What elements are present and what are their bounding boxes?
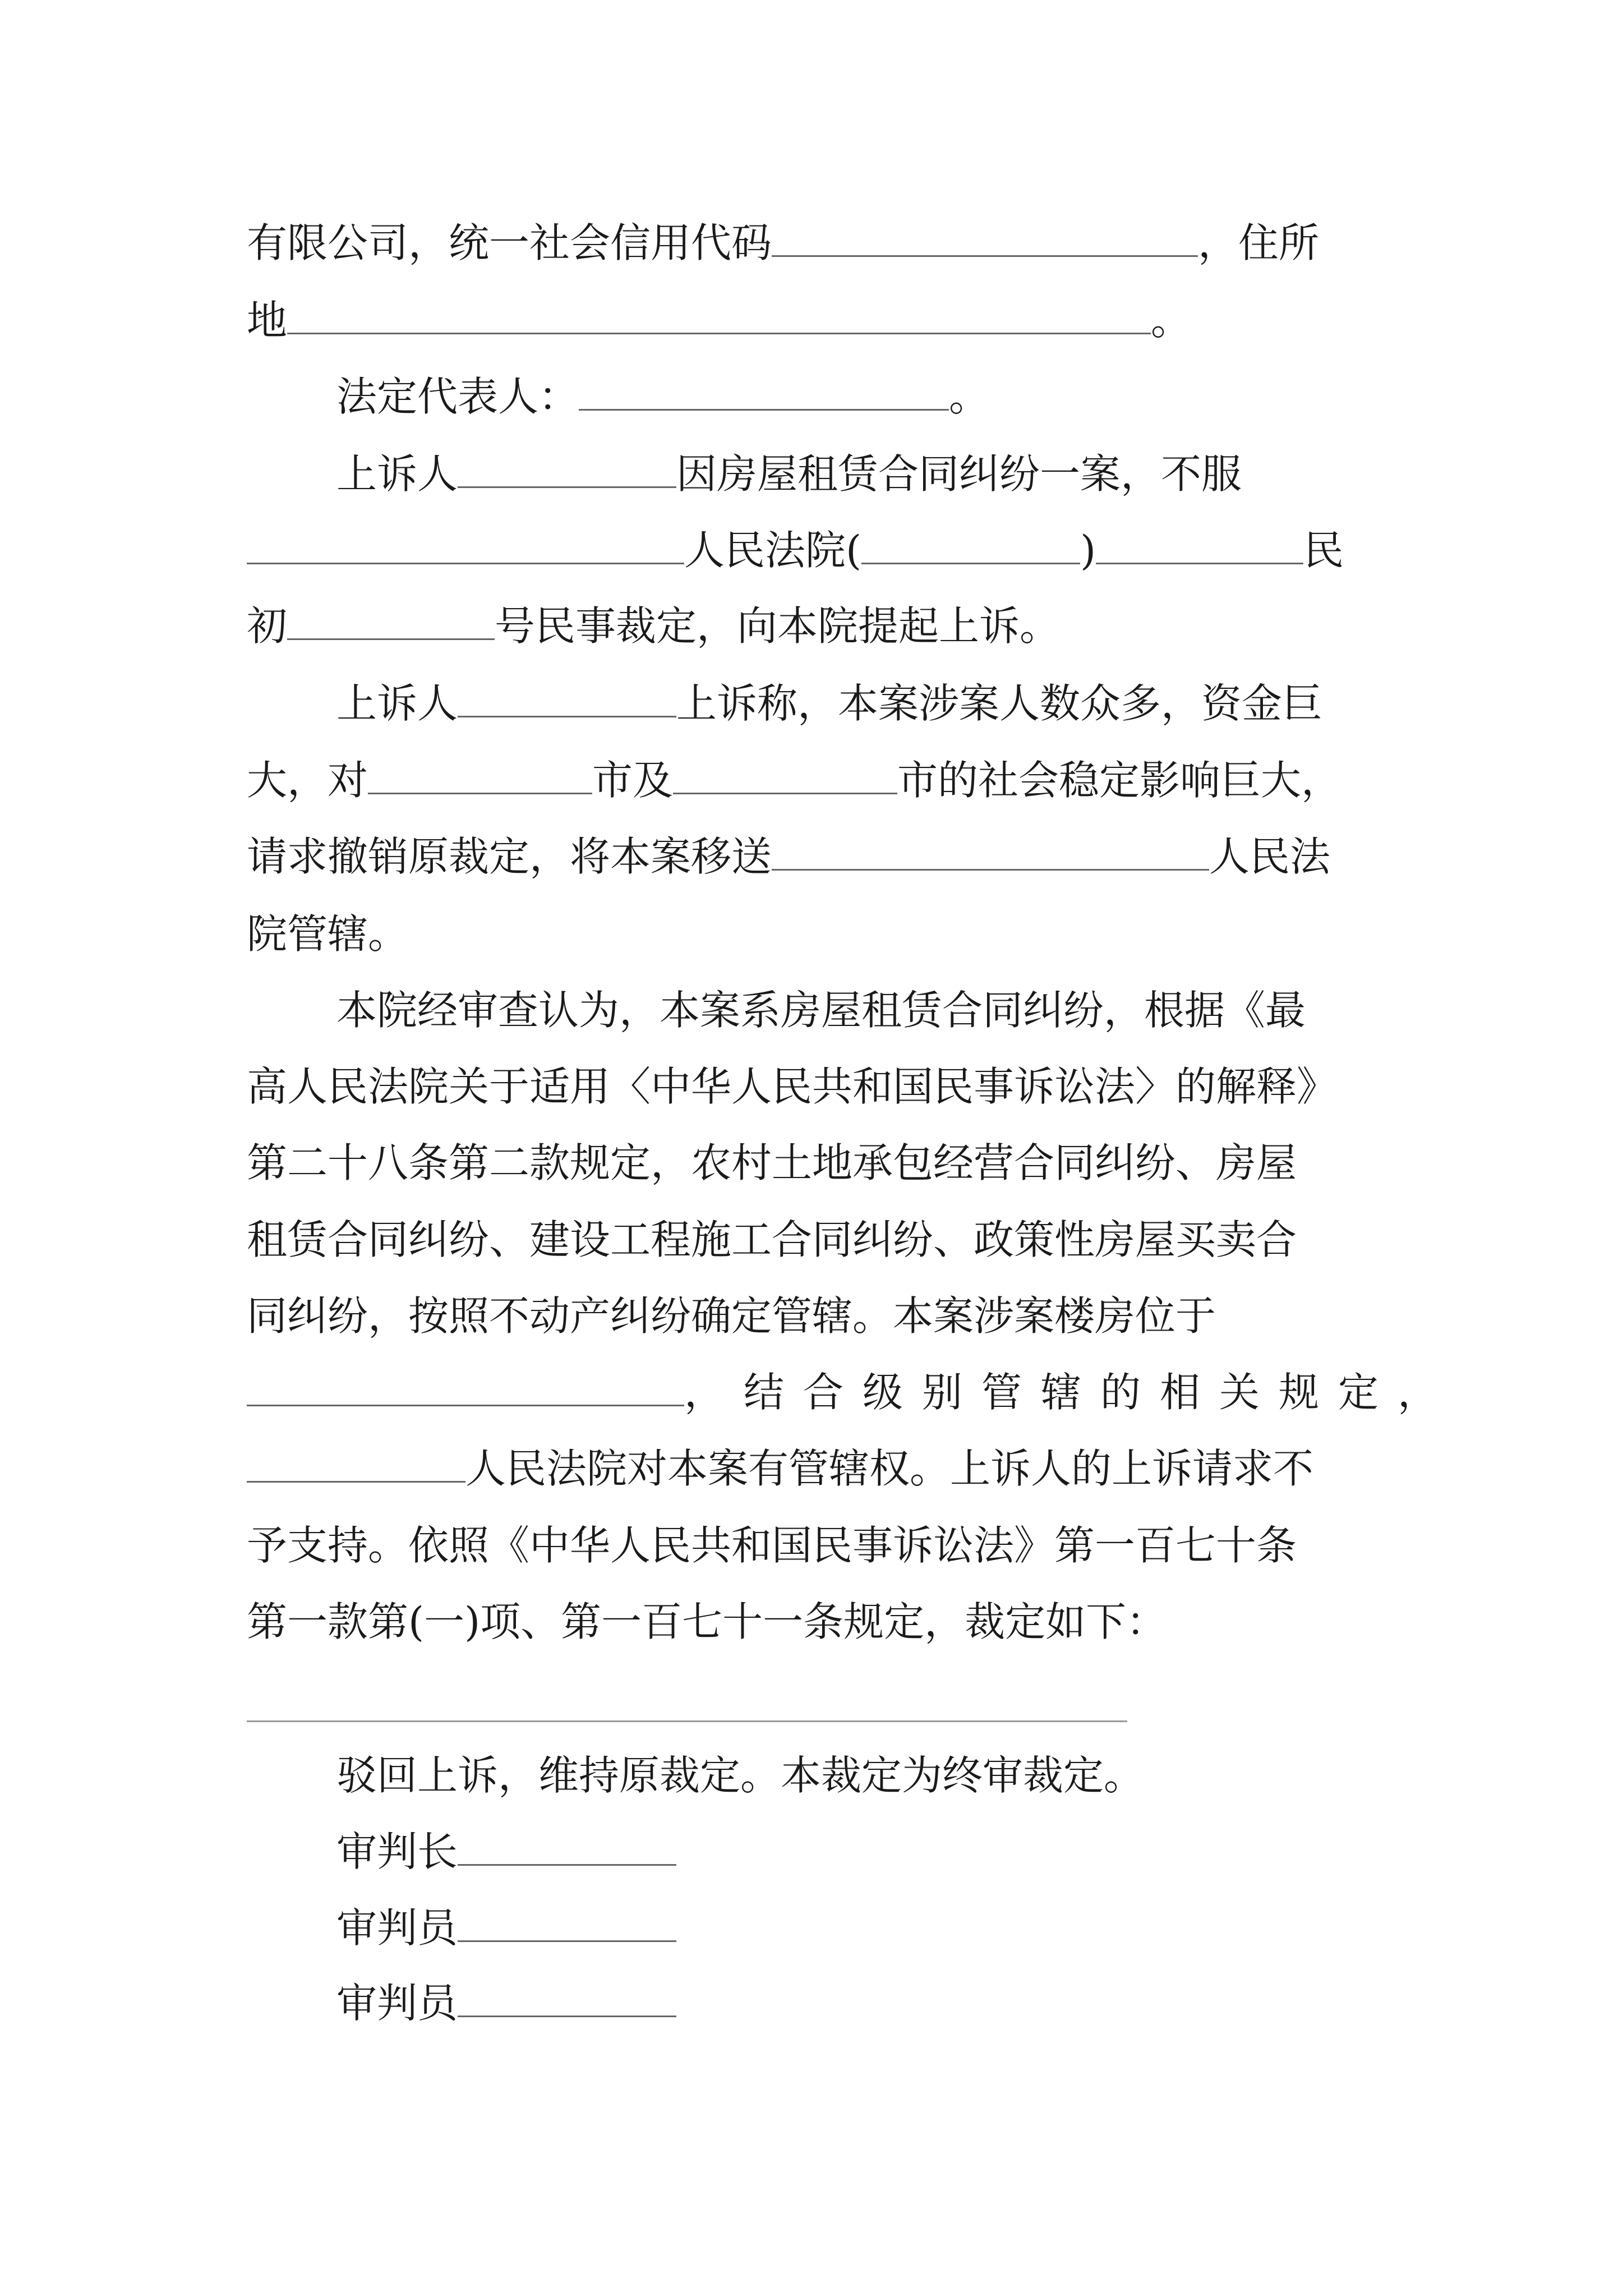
text-line	[247, 592, 1060, 660]
text-line: 院管辖。	[247, 910, 409, 958]
case-code-blank	[1096, 526, 1303, 564]
company-suffix-text: 有限公司，统一社会信用代码	[247, 219, 772, 266]
case-cause-text: 因房屋租赁合同纠纷一案，不服	[676, 450, 1242, 498]
property-location-blank	[247, 1368, 684, 1406]
appellant-blank	[458, 679, 676, 717]
text-line: 予支持。依照《中华人民共和国民事诉讼法》第一百七十条	[247, 1522, 1297, 1569]
text-line	[247, 823, 1330, 890]
legal-rep-label: 法定代表人：	[336, 373, 579, 420]
text-line	[247, 209, 1319, 277]
judge-label: 审判员	[336, 1980, 458, 2027]
text-line	[247, 747, 1341, 814]
first-instance-label: 初	[247, 602, 288, 650]
section-divider	[247, 1720, 1127, 1722]
address-label-text: ，住所	[1198, 219, 1320, 266]
judge-line	[336, 1894, 676, 1962]
city-blank	[673, 756, 897, 794]
text-line	[336, 440, 1242, 508]
court-name-blank	[247, 526, 684, 564]
period: 。	[1151, 297, 1192, 344]
appellant-blank	[458, 449, 676, 488]
text-line: 租赁合同纠纷、建设工程施工合同纠纷、政策性房屋买卖合	[247, 1216, 1297, 1263]
presiding-judge-label: 审判长	[336, 1828, 458, 1875]
text-segment: 请求撤销原裁定，将本案移送	[247, 833, 772, 880]
civil-label: 民	[1303, 527, 1344, 574]
text-line: 同纠纷，按照不动产纠纷确定管辖。本案涉案楼房位于	[247, 1292, 1216, 1340]
court-label: 人民法院(	[684, 527, 862, 574]
paren-close: )	[1080, 527, 1096, 574]
judge-line	[336, 1970, 676, 2037]
judge-blank	[458, 1903, 676, 1942]
transfer-court-blank	[772, 832, 1209, 871]
text-line	[247, 287, 1191, 354]
case-number-blank	[287, 601, 495, 640]
judge-label: 审判员	[336, 1904, 458, 1952]
appellant-label: 上诉人	[336, 450, 458, 498]
judge-blank	[458, 1978, 676, 2017]
period: 。	[949, 373, 990, 420]
legal-rep-blank	[579, 372, 949, 411]
appeal-text: 号民事裁定，向本院提起上诉。	[495, 602, 1061, 650]
jurisdiction-court-blank	[247, 1444, 465, 1483]
text-line: 第二十八条第二款规定，农村土地承包经营合同纠纷、房屋	[247, 1139, 1297, 1186]
text-line	[247, 517, 1344, 584]
text-line	[336, 670, 1322, 737]
text-line	[247, 1435, 1313, 1502]
appeal-claim-text: 上诉称，本案涉案人数众多，资金巨	[676, 680, 1323, 727]
text-segment: 大，对	[247, 757, 368, 804]
credit-code-blank	[772, 218, 1198, 257]
text-line: 本院经审查认为，本案系房屋租赁合同纠纷，根据《最	[336, 987, 1306, 1034]
legal-rep-line	[336, 363, 989, 430]
appellant-label: 上诉人	[336, 680, 458, 727]
address-label-text-cont: 地	[247, 297, 288, 344]
text-segment: ，结合级别管辖的相关规定，	[684, 1369, 1458, 1416]
city-blank	[368, 756, 592, 794]
text-line: 高人民法院关于适用〈中华人民共和国民事诉讼法〉的解释》	[247, 1063, 1338, 1110]
address-blank	[287, 296, 1151, 334]
text-segment: 市的社会稳定影响巨大，	[897, 757, 1342, 804]
presiding-judge-line	[336, 1818, 676, 1885]
case-year-blank	[861, 526, 1080, 564]
text-line	[247, 1359, 1457, 1426]
text-segment: 市及	[592, 757, 674, 804]
text-segment: 人民法	[1209, 833, 1331, 880]
presiding-judge-blank	[458, 1827, 676, 1866]
ruling-text: 驳回上诉，维持原裁定。本裁定为终审裁定。	[336, 1752, 1145, 1799]
text-line: 第一款第(一)项、第一百七十一条规定，裁定如下：	[247, 1598, 1167, 1645]
text-segment: 人民法院对本案有管辖权。上诉人的上诉请求不	[465, 1445, 1314, 1492]
